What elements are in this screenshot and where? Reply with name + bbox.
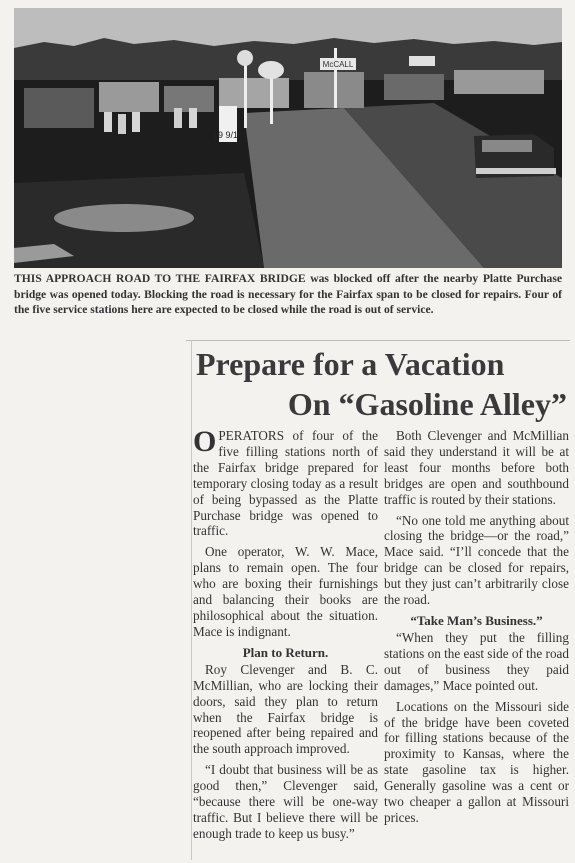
article-paragraph: Both Clevenger and McMillian said they understand it will be at least four months before both bridges are open and southbound traffic is routed by their stations. xyxy=(384,428,569,507)
news-photo xyxy=(14,8,562,268)
drop-cap: O xyxy=(193,425,217,458)
station-sign-text: McCALL xyxy=(322,60,354,69)
headline xyxy=(194,344,569,424)
photo-caption xyxy=(14,271,562,318)
subhead: “Take Man’s Business.” xyxy=(410,612,543,628)
caption-lead: THIS APPROACH ROAD TO THE FAIRFAX BRIDGE xyxy=(14,272,306,285)
caption-text: was blocked off after the nearby Platte Purchase bridge was opened today. Blocking the road is necessary for the Fairfax span to be closed for repairs. Four of the five service stations here are expected to be closed while the road is out of service. xyxy=(14,272,562,317)
article-paragraph: Roy Clevenger and B. C. McMillian, who are locking their doors, said they plan to return when the Fairfax bridge is reopened after being repaired and the south approach improved. xyxy=(193,661,378,757)
article-lead-text: PERATORS of four of the five filling stations north of the Fairfax bridge prepared for temporary closing today as a result of being bypassed as the Platte Purchase bridge was opened to traffic. xyxy=(193,428,378,539)
subhead: Plan to Return. xyxy=(242,644,329,660)
headline-line-2: On “Gasoline Alley” xyxy=(287,386,567,422)
article-column-left xyxy=(193,425,378,847)
article-paragraph xyxy=(193,425,378,539)
article-paragraph: “No one told me anything about closing the bridge—or the road,” Mace said. “I’ll concede that the bridge can be closed for repairs, but they just can’t arbitrarily close the road. xyxy=(384,512,569,608)
article-paragraph: One operator, W. W. Mace, plans to remain open. The four who are boxing their furnishings and balancing their books are philosophical about the situation. Mace is indignant. xyxy=(193,544,378,639)
column-divider xyxy=(191,340,192,860)
article-column-right xyxy=(384,428,569,831)
price-sign-text: 19 9/10 xyxy=(212,130,244,140)
article-paragraph: Locations on the Missouri side of the bridge have been coveted for filling stations because of the proximity to Kansas, where the state gasoline tax is higher. Generally gasoline was a cent or two cheaper a gallon at Missouri prices. xyxy=(384,698,569,825)
headline-line-1: Prepare for a Vacation xyxy=(196,346,505,382)
horizontal-rule xyxy=(186,340,570,341)
article-paragraph: “I doubt that business will be as good then,” Clevenger said, “because there will be one-way traffic. But I believe there will be enough trade to keep us busy.” xyxy=(193,762,378,841)
article-paragraph: “When they put the filling stations on the east side of the road out of business they paid damages,” Mace pointed out. xyxy=(384,629,569,693)
